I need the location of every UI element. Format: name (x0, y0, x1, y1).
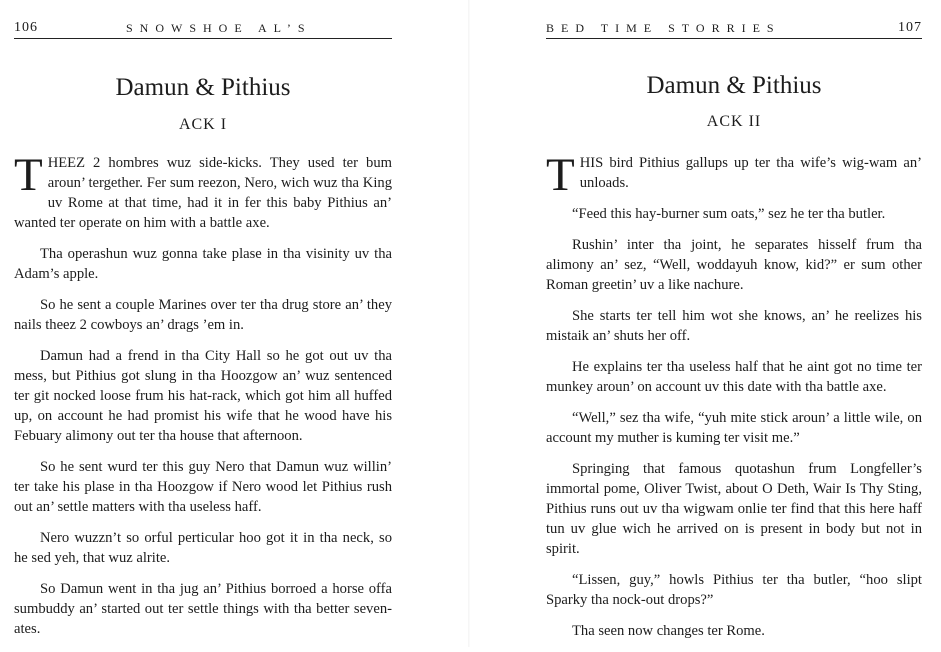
left-page (0, 0, 470, 647)
running-head-title-right: BED TIME STORRIES (546, 21, 781, 35)
first-paragraph-text-right: HIS bird Pithius gallups up ter tha wife’s wig-wam an’ unloads. (579, 155, 922, 191)
running-head-title-left: SNOWSHOE AL’S (126, 21, 312, 35)
paragraph: “Lissen, guy,” howls Pithius ter tha butler, “hoo slipt Sparky tha nock-out drops?” (546, 572, 922, 608)
paragraph: So Damun went in tha jug an’ Pithius borroed a horse offa sumbuddy an’ started out ter settle things with tha better seven-ates. (14, 581, 392, 637)
page-number-right: 107 (898, 20, 922, 35)
act-heading-right: ACK II (706, 113, 762, 130)
chapter-title-right: Damun & Pithius (646, 72, 822, 99)
body-text-right (546, 149, 922, 652)
paragraph: Nero wuzzn’t so orful perticular hoo got it in tha neck, so he sed yeh, that wuz alrite. (14, 530, 392, 566)
drop-cap-left: T (14, 149, 43, 201)
right-page (470, 0, 941, 647)
body-text-left (14, 149, 392, 650)
paragraph: Rushin’ inter tha joint, he separates hisself frum tha alimony an’ sez, “Well, woddayuh know, kid?” er sum other Roman greetin’ uv a like nachure. (546, 237, 922, 293)
paragraph: “Well,” sez tha wife, “yuh mite stick aroun’ a little wile, on account my muther is kuming ter visit me.” (546, 410, 922, 446)
paragraph: Tha seen now changes ter Rome. (572, 623, 765, 639)
paragraph: Tha operashun wuz gonna take plase in tha visinity uv tha Adam’s apple. (14, 246, 392, 282)
paragraph: Springing that famous quotashun frum Longfeller’s immortal pome, Oliver Twist, about O Deth, Wair Is Thy Sting, Pithius runs out uv tha wigwam onlie ter find that this here haff tun uv glue wich he arrived on is present in body but not in spirit. (546, 461, 922, 557)
page-number-left: 106 (14, 20, 38, 35)
first-paragraph-left (14, 149, 392, 233)
act-heading-left: ACK I (178, 116, 228, 133)
first-paragraph-right (546, 149, 922, 201)
paragraph: “Feed this hay-burner sum oats,” sez he ter tha butler. (572, 206, 886, 222)
first-paragraph-text-left: HEEZ 2 hombres wuz side-kicks. They used ter bum aroun’ tergether. Fer sum reezon, Nero, wich wuz tha King uv Rome at that time, had it in fer this baby Pithius an’ wanted ter operate on him with a battle axe. (14, 155, 392, 231)
paragraph: So he sent a couple Marines over ter tha drug store an’ they nails theez 2 cowboys an’ drags ’em in. (14, 297, 392, 333)
paragraph: Damun had a frend in tha City Hall so he got out uv tha mess, but Pithius got slung in tha Hoozgow an’ wuz sentenced ter git nocked loose frum his hat-rack, which got him all huffed up, on account he had promist his wife that he wood have his Febuary alimony out ter tha house that afternoon. (14, 348, 392, 444)
paragraph: He explains ter tha useless half that he aint got no time ter munkey aroun’ on account uv this date with tha battle axe. (546, 359, 922, 395)
drop-cap-right: T (546, 149, 575, 201)
paragraph: She starts ter tell him wot she knows, an’ he reelizes his mistaik an’ shuts her off. (546, 308, 922, 344)
running-head-left (14, 14, 392, 39)
chapter-title-left: Damun & Pithius (115, 74, 291, 101)
paragraph: So he sent wurd ter this guy Nero that Damun wuz willin’ ter take his plase in tha Hoozgow if Nero wood let Pithius rush out an’ settle matters with tha useless haff. (14, 459, 392, 515)
running-head-right (546, 14, 922, 39)
